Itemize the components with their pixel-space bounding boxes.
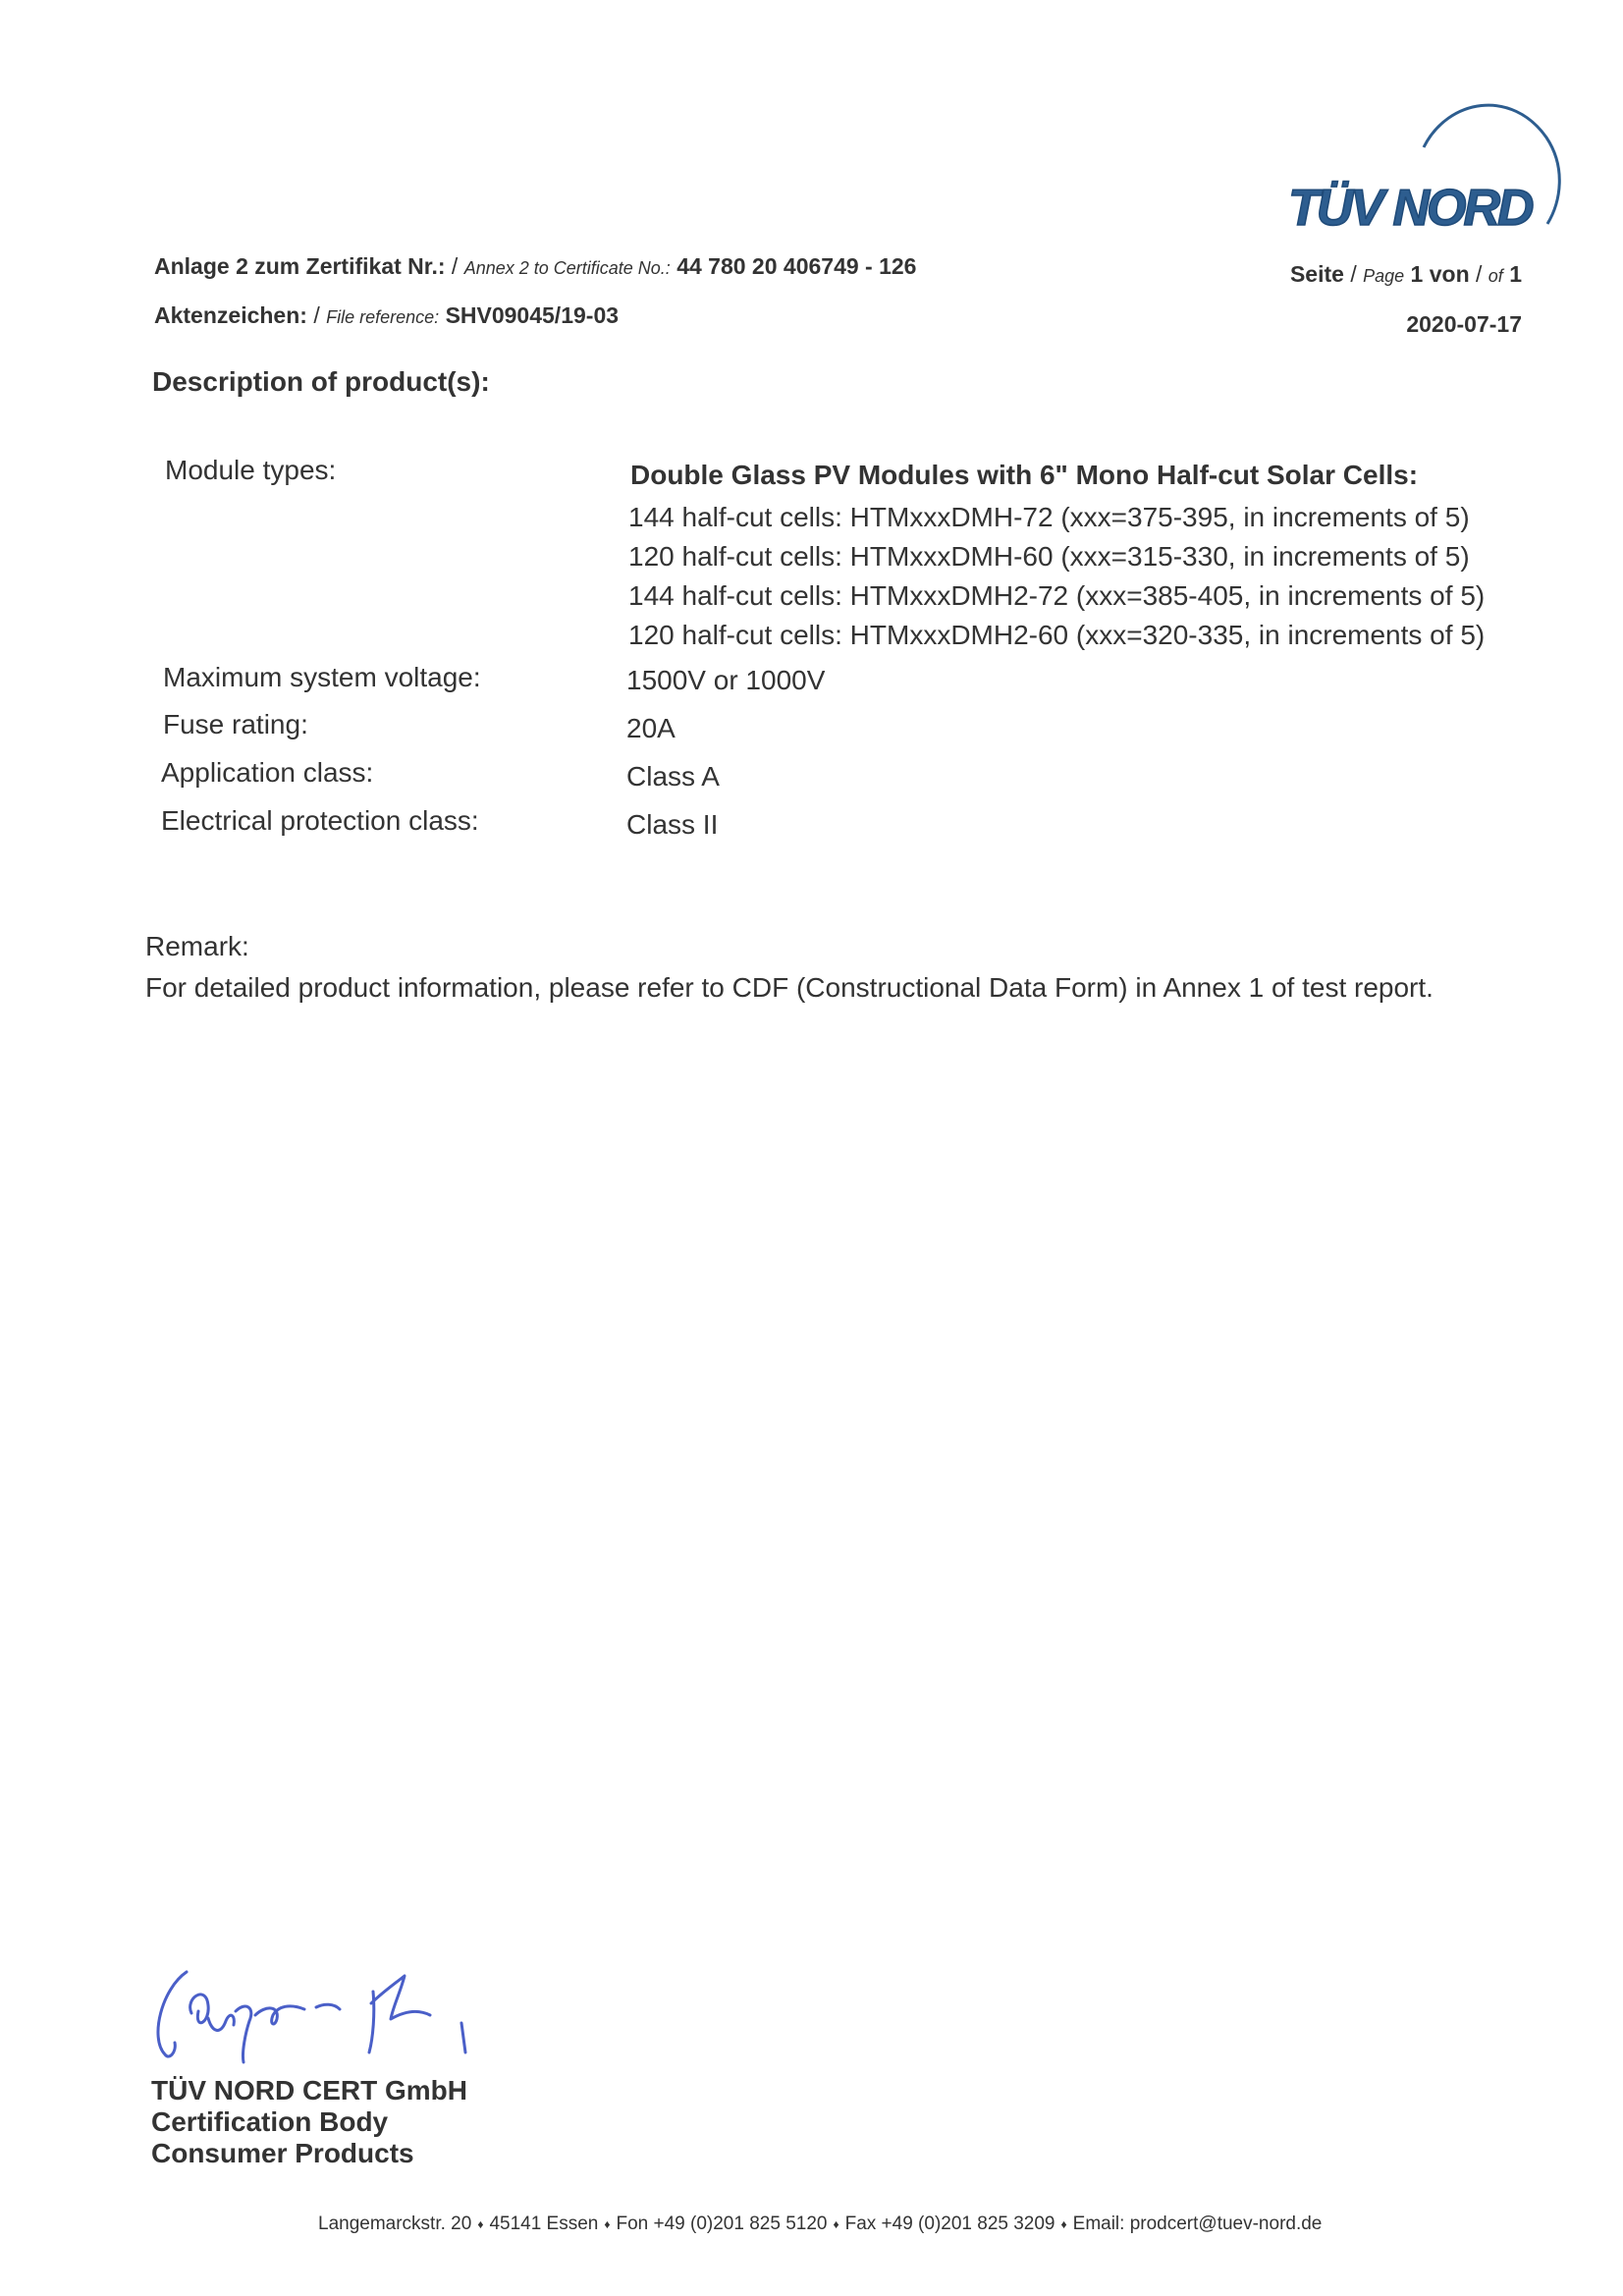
module-type-line: 144 half-cut cells: HTMxxxDMH2-72 (xxx=385-405, in increments of 5) — [628, 580, 1486, 611]
document-date: 2020-07-17 — [1406, 311, 1522, 337]
spec-value-max-voltage: 1500V or 1000V — [626, 665, 826, 695]
footer-address: Langemarckstr. 20 — [318, 2214, 472, 2234]
remark-text: For detailed product information, please refer to CDF (Constructional Data Form) in Annex 1 of test report. — [145, 972, 1434, 1003]
tuv-nord-logo — [1276, 98, 1571, 246]
file-reference-value: SHV09045/19-03 — [445, 302, 620, 328]
spec-value-application-class: Class A — [626, 761, 720, 792]
footer-city: 45141 Essen — [489, 2214, 599, 2234]
module-type-line: 120 half-cut cells: HTMxxxDMH2-60 (xxx=320-335, in increments of 5) — [628, 620, 1486, 650]
description-title: Description of product(s): — [152, 366, 490, 397]
logo-text: TÜV NORD — [1288, 180, 1532, 237]
spec-label-fuse-rating: Fuse rating: — [163, 709, 308, 739]
certificate-label-de: Anlage 2 zum Zertifikat Nr.: — [154, 253, 446, 279]
certificate-label-en: Annex 2 to Certificate No.: — [463, 258, 671, 278]
footer-fax: Fax +49 (0)201 825 3209 — [844, 2214, 1055, 2234]
module-type-line: 120 half-cut cells: HTMxxxDMH-60 (xxx=315-330, in increments of 5) — [628, 541, 1470, 572]
file-reference-label-de: Aktenzeichen: — [154, 302, 307, 328]
module-types-heading: Double Glass PV Modules with 6" Mono Half-cut Solar Cells: — [630, 460, 1419, 490]
footer-contact: Langemarckstr. 20 ♦ 45141 Essen ♦ Fon +49 (0)201 825 5120 ♦ Fax +49 (0)201 825 3209 ♦ Email: prodcert@tuev-nord.de — [318, 2214, 1323, 2234]
page-indicator: Seite / Page 1 von / of 1 — [1289, 261, 1522, 287]
spec-value-protection-class: Class II — [626, 809, 719, 840]
signature — [147, 1944, 501, 2082]
file-reference-label-en: File reference: — [326, 307, 440, 327]
spec-label-application-class: Application class: — [161, 757, 374, 788]
certificate-number: 44 780 20 406749 - 126 — [676, 253, 917, 279]
spec-value-fuse-rating: 20A — [626, 713, 676, 743]
footer-email: Email: prodcert@tuev-nord.de — [1072, 2214, 1323, 2234]
company-body: Certification Body — [151, 2106, 389, 2137]
certificate-number-line: Anlage 2 zum Zertifikat Nr.: / Annex 2 to Certificate No.: 44 780 20 406749 - 126 — [154, 253, 917, 279]
module-types-label: Module types: — [165, 455, 337, 485]
footer-phone: Fon +49 (0)201 825 5120 — [616, 2214, 828, 2234]
remark-label: Remark: — [145, 931, 249, 961]
company-department: Consumer Products — [151, 2138, 414, 2168]
spec-label-protection-class: Electrical protection class: — [161, 805, 479, 836]
company-name: TÜV NORD CERT GmbH — [151, 2075, 467, 2105]
spec-label-max-voltage: Maximum system voltage: — [163, 662, 481, 692]
module-type-line: 144 half-cut cells: HTMxxxDMH-72 (xxx=375-395, in increments of 5) — [628, 502, 1470, 532]
file-reference-line: Aktenzeichen: / File reference: SHV09045/19-03 — [154, 302, 620, 328]
